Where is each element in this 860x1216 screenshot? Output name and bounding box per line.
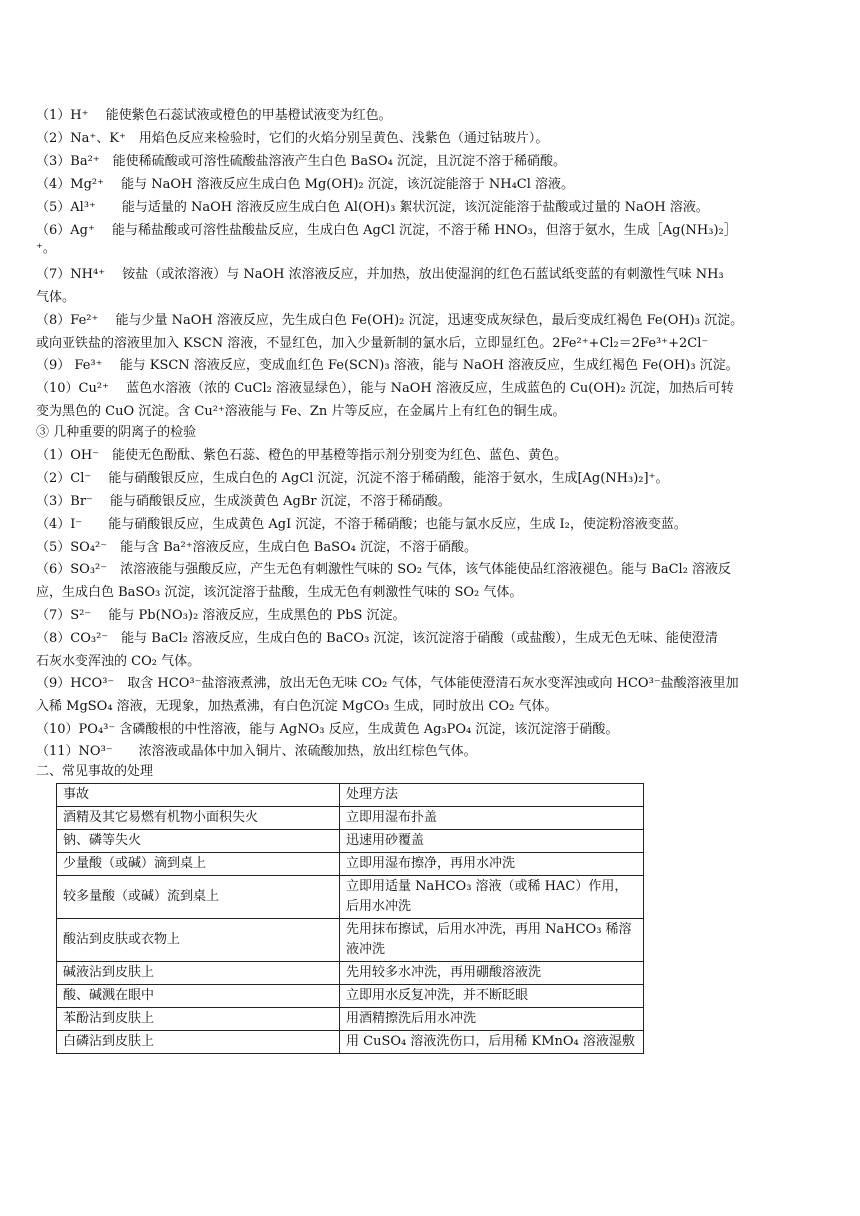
table-row <box>57 807 644 830</box>
text-line: （5）SO₄²⁻ 能与含 Ba²⁺溶液反应，生成白色 BaSO₄ 沉淀，不溶于硝酸。 <box>36 540 477 555</box>
text-line: 石灰水变浑浊的 CO₂ 气体。 <box>36 654 201 669</box>
text-line: 应，生成白色 BaSO₃ 沉淀，该沉淀溶于盐酸，生成无色有刺激性气味的 SO₂ 气体。 <box>36 585 523 600</box>
table-cell: 立即用湿布扑盖 <box>340 807 644 830</box>
section-heading: ③ 几种重要的阴离子的检验 <box>36 425 197 440</box>
text-line: （9） Fe³⁺ 能与 KSCN 溶液反应，变成血红色 Fe(SCN)₃ 溶液，能与 NaOH 溶液反应，生成红褐色 Fe(OH)₃ 沉淀。 <box>36 358 739 373</box>
table-header-row <box>57 784 644 807</box>
text-line: （7）S²⁻ 能与 Pb(NO₃)₂ 溶液反应，生成黑色的 PbS 沉淀。 <box>36 608 406 623</box>
table-cell: 迅速用砂覆盖 <box>340 830 644 853</box>
table-cell: 用 CuSO₄ 溶液洗伤口，后用稀 KMnO₄ 溶液湿敷 <box>340 1031 644 1054</box>
accident-table <box>56 783 644 1054</box>
table-header-cell: 处理方法 <box>340 784 644 807</box>
text-line: （1）H⁺ 能使紫色石蕊试液或橙色的甲基橙试液变为红色。 <box>36 108 392 123</box>
table-row <box>57 876 644 919</box>
table-cell: 立即用适量 NaHCO₃ 溶液（或稀 HAC）作用，后用水冲洗 <box>340 876 644 919</box>
table-row <box>57 962 644 985</box>
text-line: ⁺。 <box>36 241 56 256</box>
text-line: （8）CO₃²⁻ 能与 BaCl₂ 溶液反应，生成白色的 BaCO₃ 沉淀，该沉淀溶于硝酸（或盐酸），生成无色无味、能使澄清 <box>36 631 718 646</box>
text-line: （6）SO₃²⁻ 浓溶液能与强酸反应，产生无色有刺激性气味的 SO₂ 气体，该气体能使品红溶液褪色。能与 BaCl₂ 溶液反 <box>36 562 732 577</box>
table-row <box>57 1008 644 1031</box>
text-line: （4）Mg²⁺ 能与 NaOH 溶液反应生成白色 Mg(OH)₂ 沉淀，该沉淀能溶于 NH₄Cl 溶液。 <box>36 177 575 192</box>
text-line: （7）NH⁴⁺ 铵盐（或浓溶液）与 NaOH 浓溶液反应，并加热，放出使湿润的红色石蓝试纸变蓝的有刺激性气味 NH₃ <box>36 267 724 282</box>
table-cell: 用酒精擦洗后用水冲洗 <box>340 1008 644 1031</box>
text-line: 入稀 MgSO₄ 溶液，无现象，加热煮沸，有白色沉淀 MgCO₃ 生成，同时放出 CO₂ 气体。 <box>36 699 558 714</box>
table-cell: 少量酸（或碱）滴到桌上 <box>57 853 340 876</box>
table-row <box>57 830 644 853</box>
text-line: （10）Cu²⁺ 蓝色水溶液（浓的 CuCl₂ 溶液显绿色），能与 NaOH 溶液反应，生成蓝色的 Cu(OH)₂ 沉淀，加热后可转 <box>36 381 734 396</box>
table-cell: 立即用水反复冲洗，并不断眨眼 <box>340 985 644 1008</box>
table-cell: 先用抹布擦试，后用水冲洗，再用 NaHCO₃ 稀溶液冲洗 <box>340 919 644 962</box>
text-line: （3）Ba²⁺ 能使稀硫酸或可溶性硫酸盐溶液产生白色 BaSO₄ 沉淀，且沉淀不溶于稀硝酸。 <box>36 154 566 169</box>
text-line: 变为黑色的 CuO 沉淀。含 Cu²⁺溶液能与 Fe、Zn 片等反应，在金属片上有红色的铜生成。 <box>36 404 566 419</box>
text-line: （9）HCO³⁻ 取含 HCO³⁻盐溶液煮沸，放出无色无味 CO₂ 气体，气体能使澄清石灰水变浑浊或向 HCO³⁻盐酸溶液里加 <box>36 676 739 691</box>
table-row <box>57 985 644 1008</box>
text-line: （10）PO₄³⁻ 含磷酸根的中性溶液，能与 AgNO₃ 反应，生成黄色 Ag₃PO₄ 沉淀，该沉淀溶于硝酸。 <box>36 722 619 737</box>
text-line: 或向亚铁盐的溶液里加入 KSCN 溶液，不显红色，加入少量新制的氯水后，立即显红色。2Fe²⁺+Cl₂＝2Fe³⁺+2Cl⁻ <box>36 336 709 351</box>
table-cell: 较多量酸（或碱）流到桌上 <box>57 876 340 919</box>
table-cell: 酸沾到皮肤或衣物上 <box>57 919 340 962</box>
text-line: （2）Na⁺、K⁺ 用焰色反应来检验时，它们的火焰分别呈黄色、浅紫色（通过钴玻片）。 <box>36 131 549 146</box>
table-cell: 碱液沾到皮肤上 <box>57 962 340 985</box>
text-line: （11）NO³⁻ 浓溶液或晶体中加入铜片、浓硫酸加热，放出红棕色气体。 <box>36 744 477 759</box>
table-cell: 钠、磷等失火 <box>57 830 340 853</box>
text-line: （4）I⁻ 能与硝酸银反应，生成黄色 AgI 沉淀，不溶于稀硝酸；也能与氯水反应，生成 I₂，使淀粉溶液变蓝。 <box>36 517 687 532</box>
section-heading: 二、常见事故的处理 <box>36 764 154 779</box>
table-row <box>57 853 644 876</box>
text-line: （6）Ag⁺ 能与稀盐酸或可溶性盐酸盐反应，生成白色 AgCl 沉淀，不溶于稀 HNO₃，但溶于氨水，生成［Ag(NH₃)₂］ <box>36 223 737 238</box>
text-line: （1）OH⁻ 能使无色酚酞、紫色石蕊、橙色的甲基橙等指示剂分别变为红色、蓝色、黄色。 <box>36 448 568 463</box>
table-cell: 酒精及其它易燃有机物小面积失火 <box>57 807 340 830</box>
table-header-cell: 事故 <box>57 784 340 807</box>
table-row <box>57 1031 644 1054</box>
table-cell: 苯酚沾到皮肤上 <box>57 1008 340 1031</box>
text-line: （3）Br⁻ 能与硝酸银反应，生成淡黄色 AgBr 沉淀，不溶于稀硝酸。 <box>36 494 451 509</box>
text-line: 气体。 <box>36 290 76 305</box>
table-cell: 酸、碱溅在眼中 <box>57 985 340 1008</box>
text-line: （5）Al³⁺ 能与适量的 NaOH 溶液反应生成白色 Al(OH)₃ 絮状沉淀，该沉淀能溶于盐酸或过量的 NaOH 溶液。 <box>36 200 709 215</box>
table-cell: 先用较多水冲洗，再用硼酸溶液洗 <box>340 962 644 985</box>
table-cell: 立即用湿布擦净，再用水冲洗 <box>340 853 644 876</box>
table-row <box>57 919 644 962</box>
text-line: （8）Fe²⁺ 能与少量 NaOH 溶液反应，先生成白色 Fe(OH)₂ 沉淀，迅速变成灰绿色，最后变成红褐色 Fe(OH)₃ 沉淀。 <box>36 313 744 328</box>
text-line: （2）Cl⁻ 能与硝酸银反应，生成白色的 AgCl 沉淀，沉淀不溶于稀硝酸，能溶于氨水，生成[Ag(NH₃)₂]⁺。 <box>36 471 669 486</box>
table-cell: 白磷沾到皮肤上 <box>57 1031 340 1054</box>
